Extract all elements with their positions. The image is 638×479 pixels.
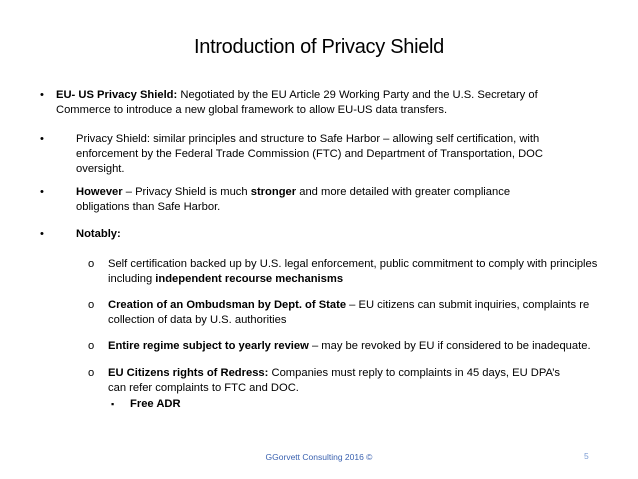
bullet-text xyxy=(76,185,560,215)
sub-item-self-certification xyxy=(88,257,598,287)
sub-item-free-adr xyxy=(111,397,311,412)
sub-marker: o xyxy=(88,299,95,311)
sub-lead: Creation of an Ombudsman by Dept. of State xyxy=(108,299,347,311)
sub-item-yearly-review xyxy=(88,339,598,354)
sub-text xyxy=(108,339,598,354)
bullet-lead: EU- US Privacy Shield: xyxy=(56,89,178,101)
page-number: 5 xyxy=(584,451,589,461)
bullet-body: – Privacy Shield is much xyxy=(122,186,251,198)
sub-lead: EU Citizens rights of Redress: xyxy=(108,367,269,379)
sub-marker: o xyxy=(88,340,95,352)
sub-lead: Free ADR xyxy=(130,398,181,410)
bullet-body: Negotiated by the EU Article 29 Working Party and the U.S. Secretary of Commerce to introduce a new global framework to allow EU-US data transfers. xyxy=(56,89,538,116)
bullet-emphasis: stronger xyxy=(250,186,297,198)
bullet-marker: • xyxy=(40,89,44,101)
sub-body: – may be revoked by EU if considered to be inadequate. xyxy=(308,340,591,352)
bullet-body: and more detailed with greater compliance obligations than Safe Harbor. xyxy=(76,186,511,213)
sub-text xyxy=(108,366,578,396)
square-bullet-icon: ▪ xyxy=(111,399,115,409)
sub-body: Self certification backed up by U.S. legal enforcement, public commitment to comply with principles including xyxy=(108,258,598,285)
bullet-marker: • xyxy=(40,186,44,198)
sub-text xyxy=(108,257,598,287)
bullet-marker: • xyxy=(40,133,44,145)
bullet-text xyxy=(56,88,580,118)
bullet-item-privacy-shield xyxy=(40,132,560,177)
sub-text xyxy=(108,298,598,328)
sub-lead: Entire regime subject to yearly review xyxy=(108,340,309,352)
bullet-item-however xyxy=(40,185,560,215)
sub-emphasis: independent recourse mechanisms xyxy=(155,273,344,285)
sub-body: Companies must reply to complaints in 45 days, EU DPA’s can refer complaints to FTC and DOC. xyxy=(108,367,561,394)
slide-title: Introduction of Privacy Shield xyxy=(193,36,445,58)
sub-marker: o xyxy=(88,367,95,379)
sub-marker: o xyxy=(88,258,95,270)
bullet-item-notably xyxy=(40,227,560,242)
bullet-item-eu-us xyxy=(40,88,580,118)
bullet-body: Privacy Shield: similar principles and structure to Safe Harbor – allowing self certification, with enforcement by the Federal Trade Commission (FTC) and Department of Transportation, DOC oversight. xyxy=(76,133,543,175)
sub-item-ombudsman xyxy=(88,298,598,328)
sub-body: – EU citizens can submit inquiries, complaints re collection of data by U.S. authorities xyxy=(108,299,590,326)
sub-item-redress xyxy=(88,366,578,396)
bullet-marker: • xyxy=(40,228,44,240)
footer-text: GGorvett Consulting 2016 © xyxy=(265,452,373,462)
bullet-lead: Notably: xyxy=(76,228,121,240)
bullet-lead: However xyxy=(76,186,123,198)
